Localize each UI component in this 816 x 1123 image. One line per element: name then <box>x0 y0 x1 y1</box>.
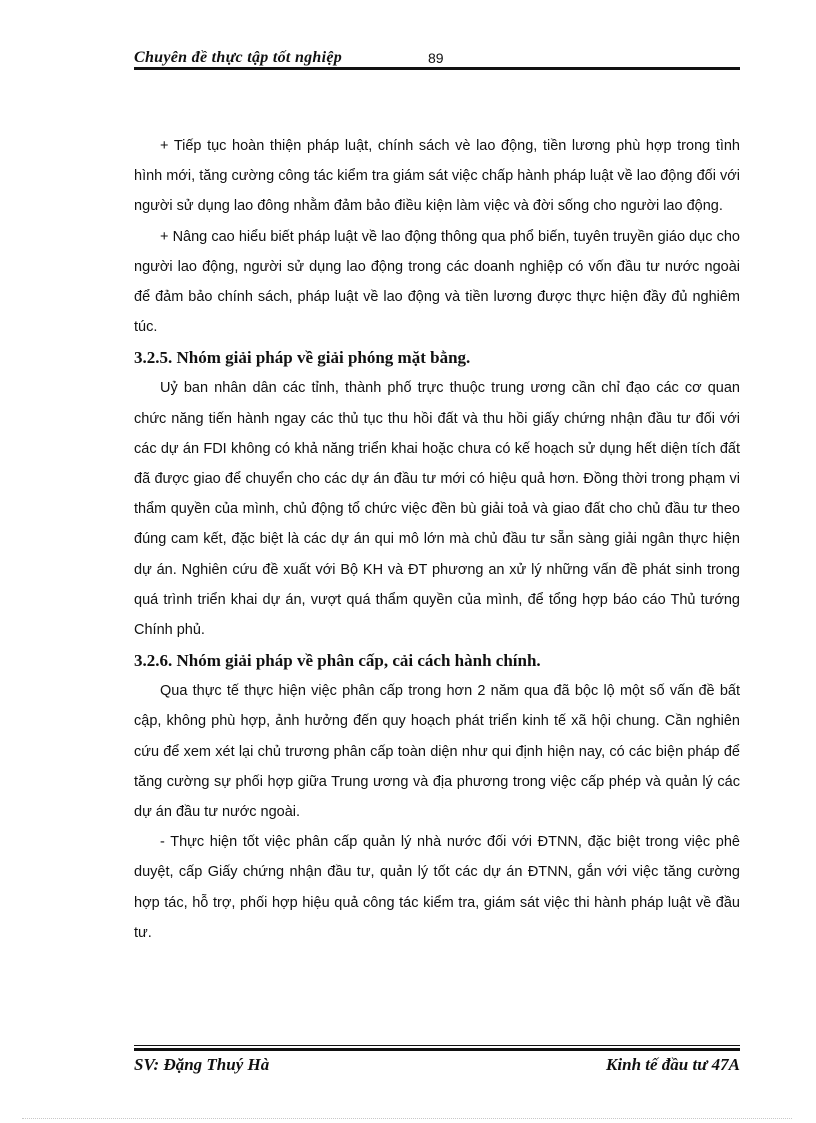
footer-rule <box>134 1048 740 1051</box>
paragraph: Uỷ ban nhân dân các tỉnh, thành phố trực thuộc trung ương cần chỉ đạo các cơ quan chức năng tiến hành ngay các thủ tục thu hồi đất và thu hồi giấy chứng nhận đầu tư đối với các dự án FDI không có khả năng triển khai hoặc chưa có kế hoạch sử dụng hết diện tích đất đã được giao để chuyển cho các dự án đầu tư mới có hiệu quả hơn. Đồng thời trong phạm vi thẩm quyền của mình, chủ động tổ chức việc đền bù giải toả và giao đất cho chủ đầu tư theo đúng cam kết, đặc biệt là các dự án qui mô lớn mà chủ đầu tư sẵn sàng giải ngân thực hiện dự án. Nghiên cứu đề xuất với Bộ KH và ĐT phương an xử lý những vấn đề phát sinh trong quá trình triển khai dự án, vượt quá thẩm quyền của mình, để tổng hợp báo cáo Thủ tướng Chính phủ. <box>134 380 740 639</box>
document-body <box>134 131 740 948</box>
footer-class: Kinh tế đầu tư 47A <box>606 1055 740 1074</box>
header-title: Chuyên đề thực tập tốt nghiệp <box>134 49 343 66</box>
page-number: 89 <box>428 50 444 66</box>
header-rule <box>134 67 740 70</box>
paragraph: Qua thực tế thực hiện việc phân cấp trong hơn 2 năm qua đã bộc lộ một số vấn đề bất cập, không phù hợp, ảnh hưởng đến quy hoạch phát triển kinh tế xã hội chung. Cần nghiên cứu để xem xét lại chủ trương phân cấp toàn diện như qui định hiện nay, có các biện pháp để tăng cường sự phối hợp giữa Trung ương và địa phương trong việc cấp phép và quản lý các dự án đầu tư nước ngoài. <box>134 683 740 821</box>
paragraph: - Thực hiện tốt việc phân cấp quản lý nhà nước đối với ĐTNN, đặc biệt trong việc phê duyệt, cấp Giấy chứng nhận đầu tư, quản lý tốt các dự án ĐTNN, gắn với việc tăng cường hợp tác, hỗ trợ, phối hợp hiệu quả công tác kiểm tra, giám sát việc thi hành pháp luật về đầu tư. <box>134 834 740 941</box>
paragraph: + Tiếp tục hoàn thiện pháp luật, chính sách vè lao động, tiền lương phù hợp trong tình hình mới, tăng cường công tác kiểm tra giám sát việc chấp hành pháp luật về lao động đối với người sử dụng lao đông nhằm đảm bảo điều kiện làm việc và đời sống cho người lao động. <box>134 138 740 215</box>
page-edge-divider <box>22 1118 792 1119</box>
paragraph: + Nâng cao hiểu biết pháp luật về lao động thông qua phổ biến, tuyên truyền giáo dục cho người lao động, người sử dụng lao động trong các doanh nghiệp có vốn đầu tư nước ngoài để đảm bảo chính sách, pháp luật về lao động và tiền lương được thực hiện đầy đủ nghiêm túc. <box>134 228 740 336</box>
section-heading: 3.2.5. Nhóm giải pháp về giải phóng mặt bằng. <box>134 348 471 368</box>
footer-student: SV: Đặng Thuý Hà <box>134 1055 270 1074</box>
section-heading: 3.2.6. Nhóm giải pháp về phân cấp, cải cách hành chính. <box>134 651 541 671</box>
page-header <box>134 48 740 68</box>
footer-rule-top <box>134 1045 740 1046</box>
page-footer <box>134 1053 740 1077</box>
